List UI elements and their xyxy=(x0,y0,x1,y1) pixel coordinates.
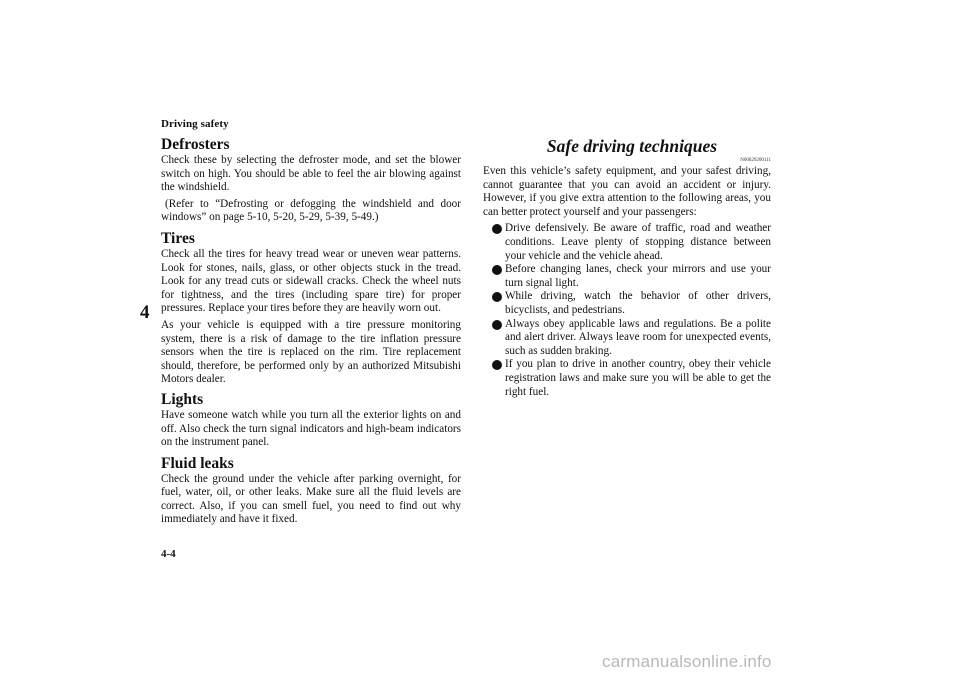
section-paragraph: Check these by selecting the defroster mode, and set the blower switch on high. You should be able to feel the air blowing against the windshield. xyxy=(161,154,461,194)
section-paragraph: (Refer to “Defrosting or defogging the windshield and door windows” on page 5-10, 5-20, 5-29, 5-39, 5-49.) xyxy=(161,197,461,224)
list-item xyxy=(492,290,771,317)
section-tires xyxy=(161,229,461,387)
bullet-icon xyxy=(492,224,502,234)
left-column xyxy=(161,135,461,530)
list-item xyxy=(492,318,771,359)
section-lights xyxy=(161,390,461,450)
chapter-tab: 4 xyxy=(140,302,150,323)
page-number: 4-4 xyxy=(161,548,176,560)
list-item xyxy=(492,263,771,290)
section-paragraph: Have someone watch while you turn all the exterior lights on and off. Also check the turn signal indicators and high-beam indicators on the instrument panel. xyxy=(161,408,461,449)
section-fluid-leaks xyxy=(161,454,461,527)
watermark-text: carmanualsonline.info xyxy=(602,652,772,671)
bullet-icon xyxy=(492,360,502,370)
section-heading: Fluid leaks xyxy=(161,454,234,472)
section-heading: Tires xyxy=(161,229,195,247)
list-item xyxy=(492,222,771,263)
list-item-text: Always obey applicable laws and regulations. Be a polite and alert driver. Always leave room for unexpected events, such as sudden braking. xyxy=(505,317,771,357)
section-defrosters xyxy=(161,135,461,225)
tips-list xyxy=(483,222,771,399)
list-item xyxy=(492,358,771,399)
bullet-icon xyxy=(492,320,502,330)
section-heading: Lights xyxy=(161,390,204,408)
list-item-text: If you plan to drive in another country, obey their vehicle registration laws and make sure you will be able to get the right fuel. xyxy=(505,358,771,398)
section-heading: Defrosters xyxy=(161,136,230,153)
bullet-icon xyxy=(492,292,502,302)
section-paragraph: As your vehicle is equipped with a tire pressure monitoring system, there is a risk of damage to the tire inflation pressure sensors when the tire is replaced on the rim. Tire replacement should, therefore, be performed only by an authorized Mitsubishi Motors dealer. xyxy=(161,318,461,386)
intro-paragraph: Even this vehicle’s safety equipment, and your safest driving, cannot guarantee that you can avoid an accident or injury. However, if you give extra attention to the following areas, you can better protect yourself and your passengers: xyxy=(483,165,771,218)
right-column xyxy=(483,135,771,399)
chapter-section-title: Safe driving techniques xyxy=(546,136,718,156)
reference-code: N00629200111 xyxy=(740,158,771,163)
section-paragraph: Check all the tires for heavy tread wear or uneven wear patterns. Look for stones, nails, glass, or other objects stuck in the tread. Look for any tread cuts or sidewall cracks. Check the wheel nuts for tightness, and the tires (including spare tire) for proper pressures. Replace your tires before they are heavily worn out. xyxy=(161,247,461,315)
section-paragraph: Check the ground under the vehicle after parking overnight, for fuel, water, oil, or other leaks. Make sure all the fluid levels are correct. Also, if you can smell fuel, you need to find out why immediately and have it fixed. xyxy=(161,472,461,526)
list-item-text: While driving, watch the behavior of other drivers, bicyclists, and pedestrians. xyxy=(505,290,771,316)
list-item-text: Before changing lanes, check your mirrors and use your turn signal light. xyxy=(505,263,771,289)
list-item-text: Drive defensively. Be aware of traffic, road and weather conditions. Leave plenty of stopping distance between your vehicle and the vehicle ahead. xyxy=(505,222,771,262)
bullet-icon xyxy=(492,265,502,275)
running-head: Driving safety xyxy=(161,118,229,130)
